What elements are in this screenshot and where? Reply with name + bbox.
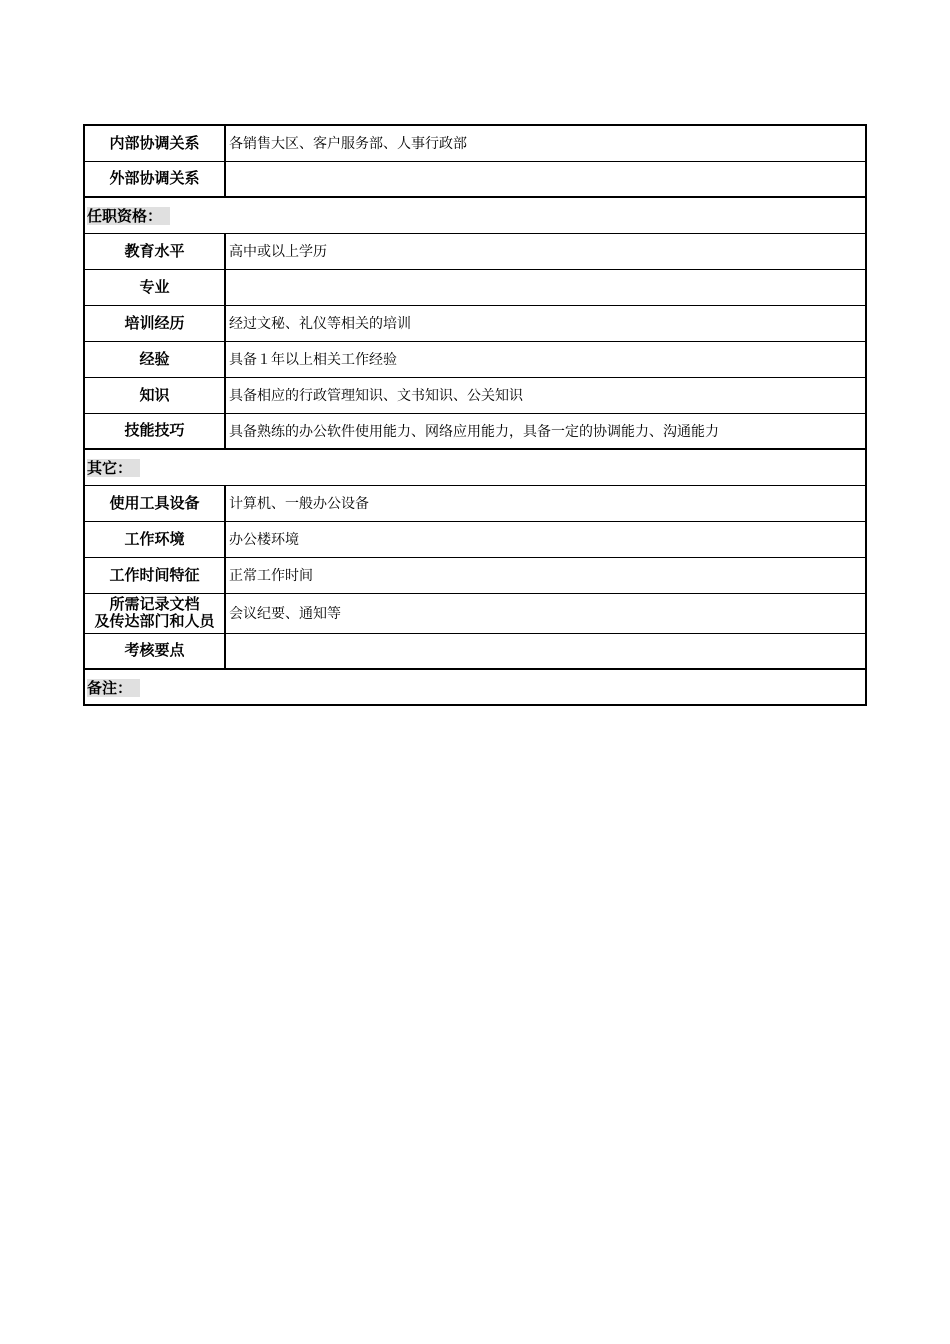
assessment-value [225,633,866,669]
work-environment-label: 工作环境 [84,521,225,557]
section-row [84,669,866,705]
table-row [84,557,866,593]
external-coordination-label: 外部协调关系 [84,161,225,197]
records-label [84,593,225,633]
section-other-label: 其它： [87,459,140,477]
job-description-table [83,124,867,706]
section-notes [84,669,866,705]
section-row [84,197,866,233]
education-value: 高中或以上学历 [225,233,866,269]
section-other [84,449,866,485]
external-coordination-value [225,161,866,197]
internal-coordination-value: 各销售大区、客户服务部、人事行政部 [225,125,866,161]
major-label: 专业 [84,269,225,305]
table-row [84,305,866,341]
table-row [84,233,866,269]
table-row [84,377,866,413]
table-row [84,521,866,557]
training-value: 经过文秘、礼仪等相关的培训 [225,305,866,341]
experience-label: 经验 [84,341,225,377]
table-row [84,341,866,377]
records-value: 会议纪要、通知等 [225,593,866,633]
table-row [84,485,866,521]
work-environment-value: 办公楼环境 [225,521,866,557]
records-label-line2: 及传达部门和人员 [94,612,215,630]
section-notes-label: 备注： [87,679,140,697]
tools-label: 使用工具设备 [84,485,225,521]
training-label: 培训经历 [84,305,225,341]
table-row [84,161,866,197]
table-row [84,125,866,161]
records-label-line1: 所需记录文档 [109,595,200,613]
table-row [84,269,866,305]
work-time-value: 正常工作时间 [225,557,866,593]
section-qualifications [84,197,866,233]
experience-value: 具备１年以上相关工作经验 [225,341,866,377]
skills-label: 技能技巧 [84,413,225,449]
major-value [225,269,866,305]
section-row [84,449,866,485]
knowledge-label: 知识 [84,377,225,413]
knowledge-value: 具备相应的行政管理知识、文书知识、公关知识 [225,377,866,413]
work-time-label: 工作时间特征 [84,557,225,593]
section-qualifications-label: 任职资格： [87,207,170,225]
assessment-label: 考核要点 [84,633,225,669]
table-row [84,593,866,633]
table-row [84,633,866,669]
internal-coordination-label: 内部协调关系 [84,125,225,161]
table-row [84,413,866,449]
tools-value: 计算机、一般办公设备 [225,485,866,521]
education-label: 教育水平 [84,233,225,269]
skills-value: 具备熟练的办公软件使用能力、网络应用能力，具备一定的协调能力、沟通能力 [225,413,866,449]
